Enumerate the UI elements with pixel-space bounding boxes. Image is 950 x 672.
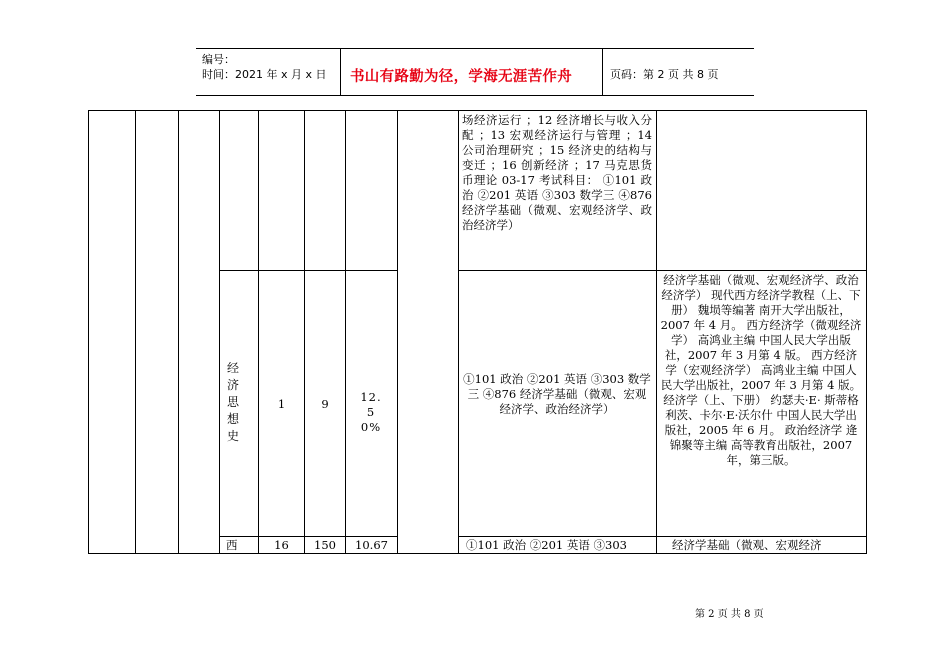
doc-number-label: 编号： [202,53,235,66]
row2-books-cell: 经济学基础（微观、宏观经济学、政治经济学） 现代西方经济学教程（上、下册） 魏埙等编著 南开大学出版社，2007 年 4 月。 西方经济学（微观经济学） 高鸿业主编 中国人民大学出版社，2007 年 3 月第 4 版。 西方经济学（宏观经济学） 高鸿业主编 中国人民大学出版社，2007 年 3 月第 4 版。 经济学（上、下册） 约瑟夫·E· 斯蒂格利茨、卡尔·E·沃尔什 中国人民大学出版社，2005 年 6 月。 政治经济学 逄锦聚等主编 高等教育出版社，2007 年，第三版。 [660,273,862,467]
row2-ratio-cell: 12.50% [360,390,382,434]
header-divider-left [340,48,341,96]
row3-enroll-cell: 16 [274,538,289,552]
page-footer-number: 第 2 页 共 8 页 [695,609,764,620]
row2-subjects-cell: ①101 政治 ②201 英语 ③303 数学三 ④876 经济学基础（微观、宏观经济学、政治经济学） [463,372,651,416]
row3-ratio-cell: 10.67 [355,538,388,552]
row3-major-cell: 西 [226,538,238,552]
row2-enroll-cell: 1 [277,397,286,411]
page-number-label: 页码：第 2 页 共 8 页 [610,68,719,81]
row3-books-cell: 经济学基础（微观、宏观经济 [672,538,822,552]
page-header [196,48,754,96]
header-bottom-rule [196,95,754,96]
row2-applicants-cell: 9 [321,397,329,411]
header-top-rule [196,48,754,49]
row1-subjects-cell: 场经济运行 ；12 经济增长与收入分配 ；13 宏观经济运行与管理 ；14 公司治理研究 ；15 经济史的结构与变迁 ；16 创新经济 ；17 马克思货币理论 03-17 考试科目： ①101 政治 ②201 英语 ③303 数学三 ④876 经济学基础（微观、宏观经济学、政治经济学） [462,113,652,232]
header-divider-right [602,48,603,96]
row2-major-cell: 经济思想史 [226,361,239,443]
row3-applicants-cell: 150 [314,538,336,552]
motto-text: 书山有路勤为径，学海无涯苦作舟 [350,69,572,85]
row3-subjects-cell: ①101 政治 ②201 英语 ③303 [466,538,627,552]
doc-time-label: 时间：2021 年 x 月 x 日 [202,68,327,81]
